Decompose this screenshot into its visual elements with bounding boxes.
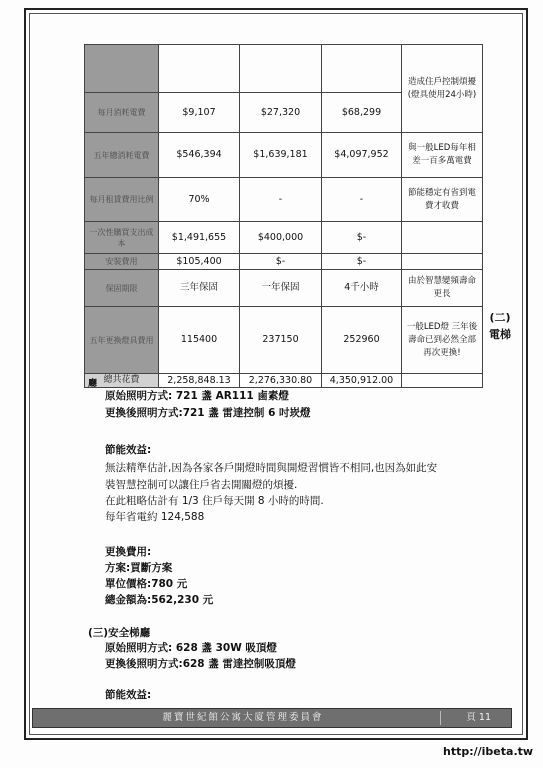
- total-amount: 總金額為:562,230 元: [105, 594, 214, 606]
- total-cell: 2,258,848.13: [159, 374, 240, 388]
- plan-text: 方案:買斷方案: [105, 562, 173, 574]
- row-label: [85, 45, 159, 93]
- cut-off-heading-char: 廳: [88, 379, 98, 389]
- note-cell: 與一般LED每年相差一百多萬電費: [402, 133, 483, 178]
- cell: [322, 45, 402, 93]
- table-row: [85, 178, 483, 222]
- footer-bar: [32, 708, 512, 728]
- new-lighting: 更換後照明方式:628 盞 雷達控制吸頂燈: [105, 658, 296, 670]
- cell: $27,320: [240, 93, 322, 133]
- cell: 4千小時: [322, 270, 402, 307]
- section-number: (二): [489, 311, 511, 324]
- cell: [159, 45, 240, 93]
- section-heading-elevator: [487, 311, 513, 342]
- total-label: 總共花費: [85, 374, 159, 388]
- cost-heading: 更換費用:: [105, 546, 152, 558]
- cell: 一年保固: [240, 270, 322, 307]
- savings-text: 無法精準估計,因為各家各戶開燈時間與開燈習慣皆不相同,也因為如此安: [105, 462, 438, 474]
- cell: $68,299: [322, 93, 402, 133]
- table-row: [85, 270, 483, 307]
- original-lighting: 原始照明方式: 628 盞 30W 吸頂燈: [105, 642, 277, 654]
- section-heading-stairwell: (三)安全梯廳: [88, 627, 151, 639]
- table-row: [85, 222, 483, 254]
- row-label: 安裝費用: [85, 254, 159, 270]
- cell: $9,107: [159, 93, 240, 133]
- row-label: 五年更換燈具費用: [85, 307, 159, 374]
- cell: 237150: [240, 307, 322, 374]
- cell: $-: [322, 222, 402, 254]
- cell: 70%: [159, 178, 240, 222]
- cell: $-: [240, 254, 322, 270]
- row-label: 一次性購買支出成本: [85, 222, 159, 254]
- savings-heading: 節能效益:: [105, 444, 152, 456]
- note-cell: [402, 45, 483, 133]
- unit-price: 單位價格:780 元: [105, 578, 188, 590]
- total-cell: 4,350,912.00: [322, 374, 402, 388]
- page-number: 頁 11: [466, 712, 491, 723]
- note-cell: [402, 222, 483, 254]
- original-lighting: 原始照明方式: 721 盞 AR111 鹵素燈: [105, 390, 289, 402]
- cell: [240, 45, 322, 93]
- cell: $546,394: [159, 133, 240, 178]
- row-label: 保固期限: [85, 270, 159, 307]
- section-title: 電梯: [489, 328, 511, 341]
- savings-heading: 節能效益:: [105, 689, 152, 701]
- cell: -: [322, 178, 402, 222]
- cell: 三年保固: [159, 270, 240, 307]
- note-cell: 節能穩定有省到電費才收費: [402, 178, 483, 222]
- cell: $105,400: [159, 254, 240, 270]
- note-cell: 一般LED燈 三年後壽命已到必然全部再次更換!: [402, 307, 483, 374]
- row-label: 每月租賃費用比例: [85, 178, 159, 222]
- cost-comparison-table: [84, 44, 483, 388]
- footer-divider: [440, 711, 441, 725]
- total-row: [85, 374, 483, 388]
- savings-text: 裝智慧控制可以讓住戶省去開關燈的煩擾.: [105, 479, 298, 491]
- cell: $1,639,181: [240, 133, 322, 178]
- cell: $4,097,952: [322, 133, 402, 178]
- table-row: [85, 254, 483, 270]
- table-row: [85, 133, 483, 178]
- row-label: 每月消耗電費: [85, 93, 159, 133]
- total-empty-cell: [402, 374, 483, 388]
- row-label: 五年總消耗電費: [85, 133, 159, 178]
- note-text: (燈具使用24小時): [407, 89, 477, 100]
- savings-text: 在此粗略估計有 1/3 住戶每天開 8 小時的時間.: [105, 495, 324, 507]
- cell: 115400: [159, 307, 240, 374]
- note-cell: 由於智慧變頻壽命更長: [402, 270, 483, 307]
- annual-savings: 每年省電約 124,588: [105, 511, 205, 523]
- total-cell: 2,276,330.80: [240, 374, 322, 388]
- cell: -: [240, 178, 322, 222]
- watermark-url: http://ibeta.tw: [443, 745, 534, 758]
- note-cell: [402, 254, 483, 270]
- cell: 252960: [322, 307, 402, 374]
- cell: $1,491,655: [159, 222, 240, 254]
- new-lighting: 更換後照明方式:721 盞 雷達控制 6 吋崁燈: [105, 407, 311, 419]
- table-row: [85, 307, 483, 374]
- cell: $-: [322, 254, 402, 270]
- cell: $400,000: [240, 222, 322, 254]
- note-text: 造成住戶控制煩擾: [407, 76, 476, 87]
- footer-title: 麗寶世紀館公寓大廈管理委員會: [162, 712, 324, 723]
- table-row: [85, 45, 483, 93]
